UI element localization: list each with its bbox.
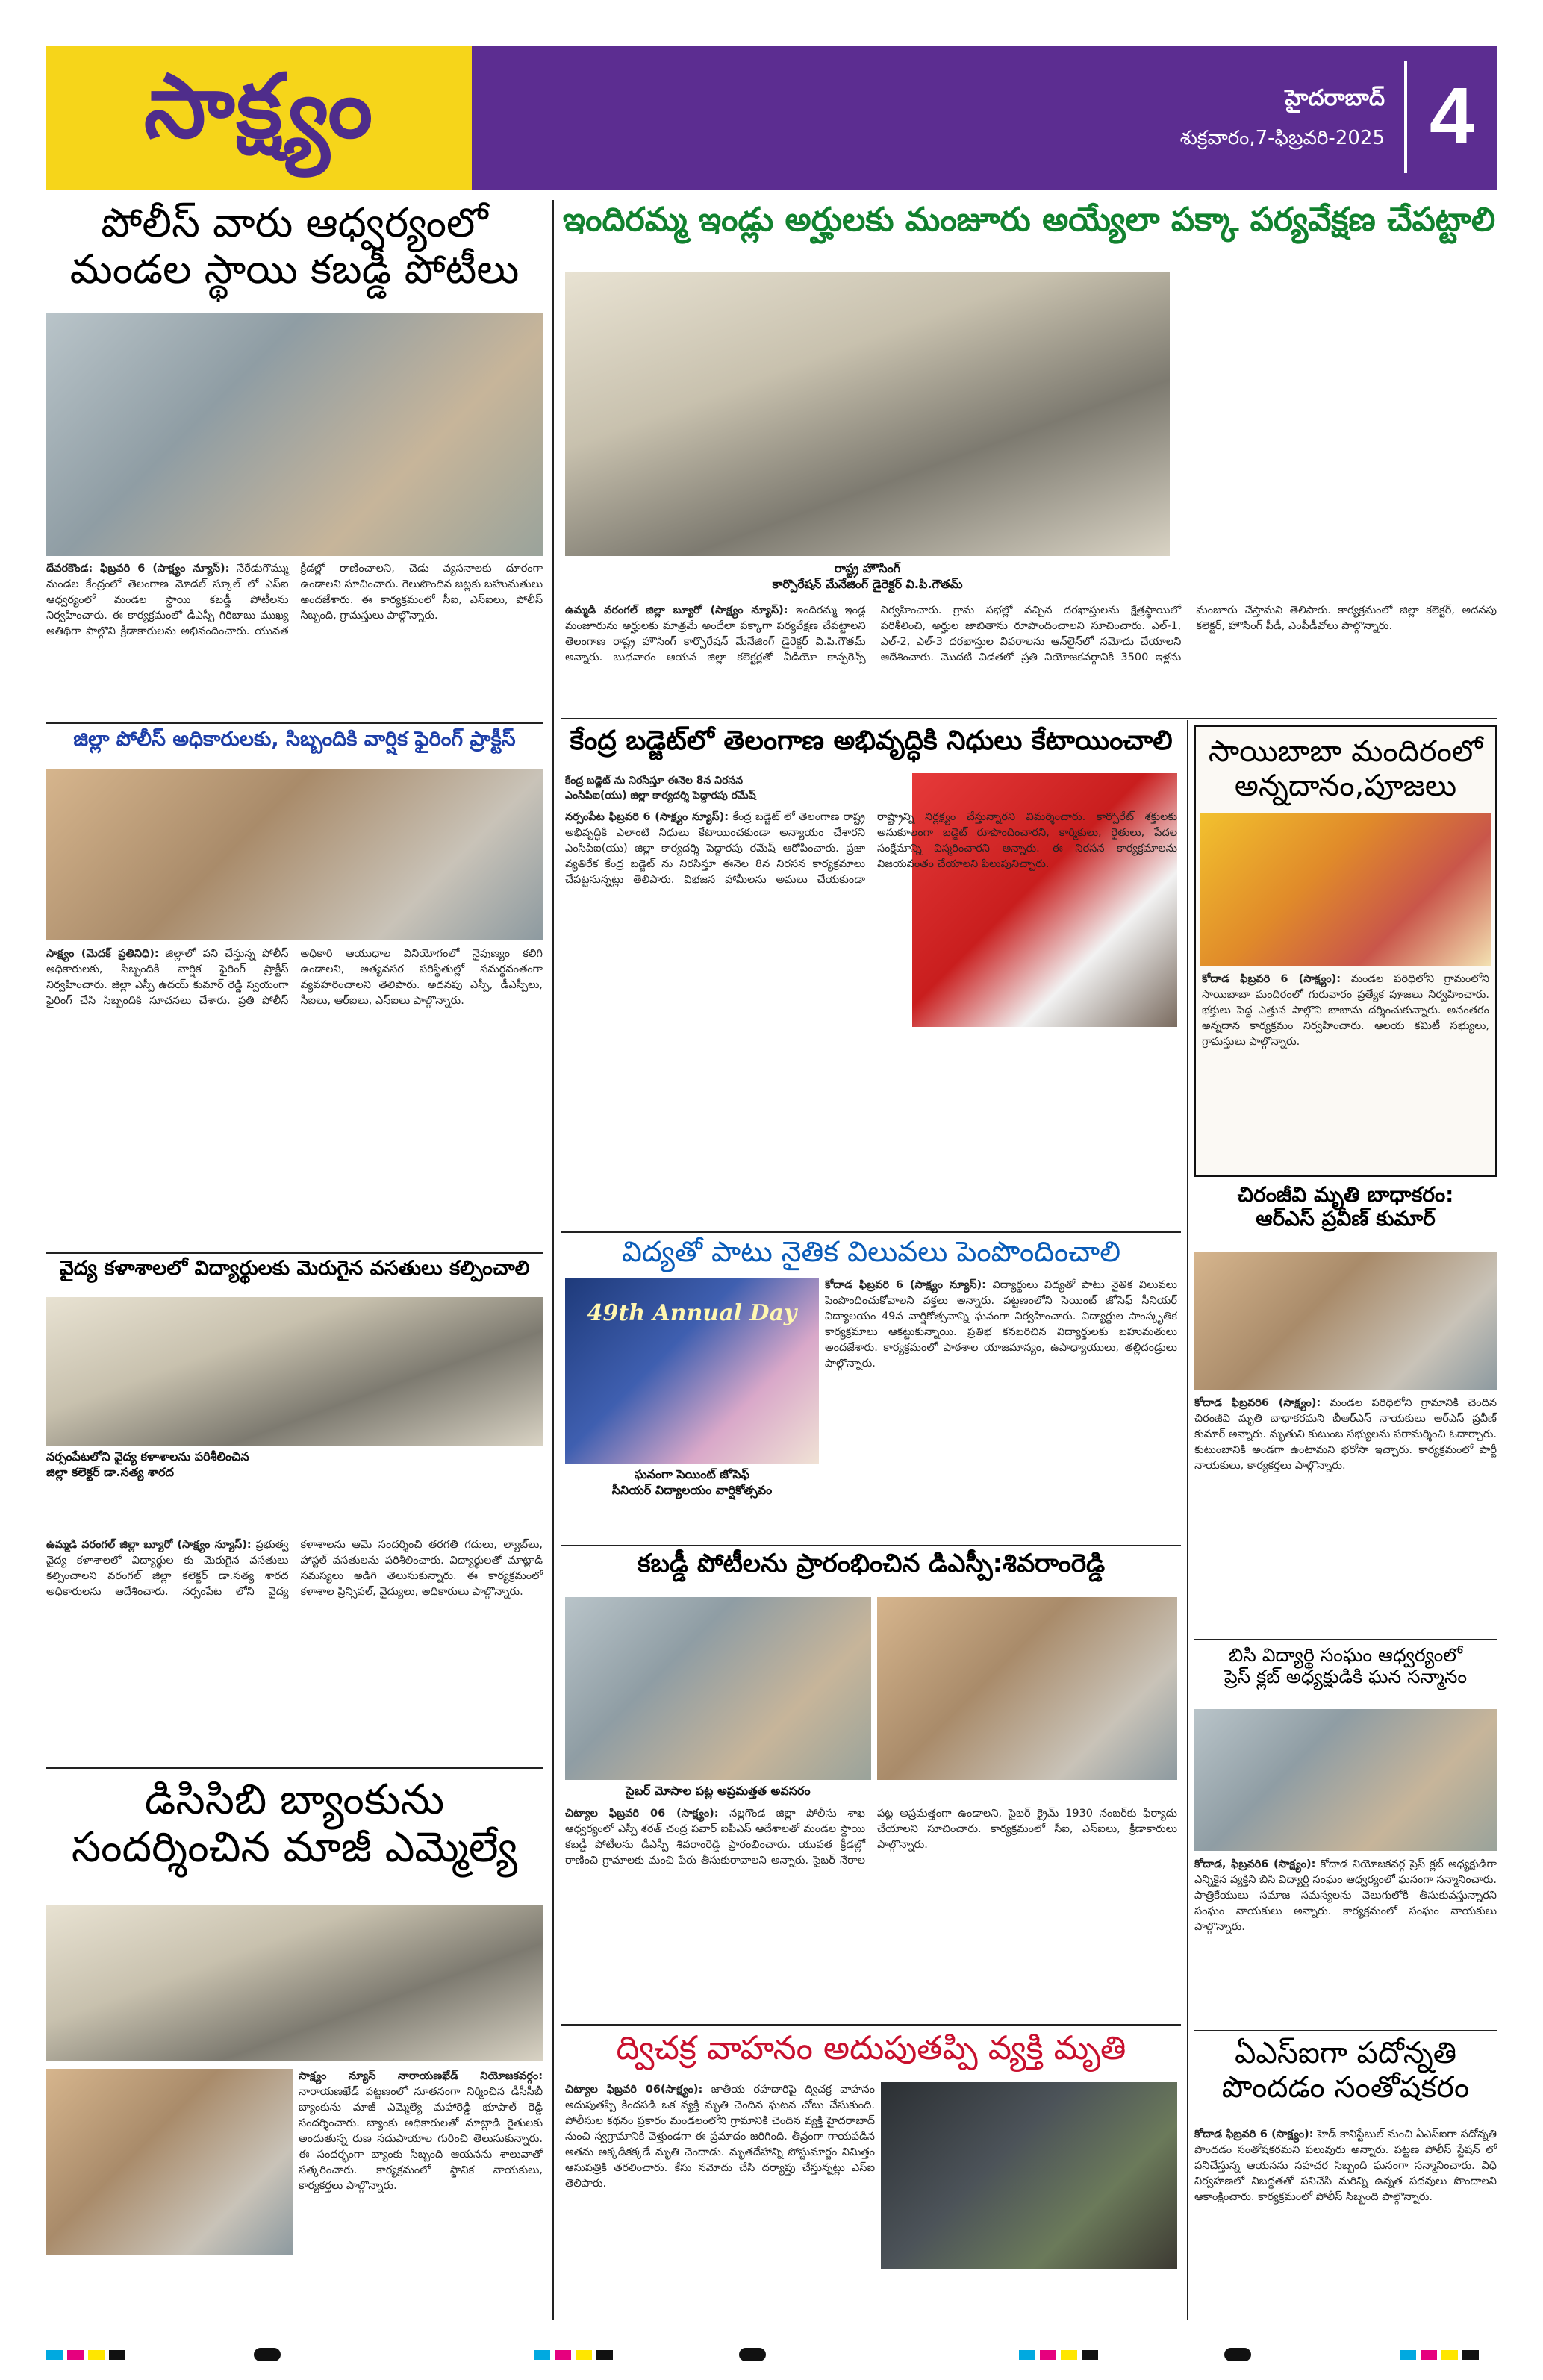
ethics-photo [565,1278,819,1464]
registration-dot [254,2348,281,2361]
divider [561,2024,1181,2026]
divider [561,1231,1181,1233]
caption-line: ఘనంగా సెయింట్ జోసెఫ్ [634,1467,750,1481]
headline-line: సాయిబాబా మందిరంలో [1208,734,1483,769]
article-body: జిల్లాలో పని చేస్తున్న పోలీస్ అధికారులకు, సిబ్బందికి వార్షిక ఫైరింగ్ ప్రాక్టీస్ నిర్వహించారు. జిల్లా ఎస్పీ ఉదయ్ కుమార్ రెడ్డి స్వయంగా ఫైరింగ్ చేసి సిబ్బందికి సూచనలు చేశారు. ప్రతి పోలీస్ అధికారి ఆయుధాల వినియోగంలో నైపుణ్యం కలిగి ఉండాలని, అత్యవసర పరిస్థితుల్లో సమర్థవంతంగా వ్యవహరించాలని తెలిపారు. అదనపు ఎస్పీ, డీఎస్పీలు, సీఐలు, ఆర్ఐలు, ఎస్ఐలు పాల్గొన్నారు. [46,948,543,1008]
chiranjeevi-headline [1194,1183,1497,1250]
dateline: చిట్యాల ఫిబ్రవరి 06 (సాక్ష్యం): [565,1808,719,1820]
registration-dot [739,2348,766,2361]
divider [46,1252,543,1254]
article-body: నల్లగొండ జిల్లా పోలీసు శాఖ ఆధ్వర్యంలో ఎస్పీ శరత్ చంద్ర పవార్ ఐపీఎస్ ఆదేశాలతో మండల స్థాయి కబడ్డీ పోటీలను డీఎస్పీ శివరాంరెడ్డి ప్రారంభించారు. యువత క్రీడల్లో రాణించి గ్రామాలకు మంచి పేరు తీసుకురావాలని అన్నారు. సైబర్ నేరాల పట్ల అప్రమత్తంగా ఉండాలని, సైబర్ క్రైమ్ 1930 నంబర్‌కు ఫిర్యాదు చేయాలని సూచించారు. కార్యక్రమంలో సీఐ, ఎస్ఐలు, క్రీడాకారులు పాల్గొన్నారు. [565,1808,1177,1867]
divider [561,1545,1181,1546]
page-number: 4 [1429,70,1474,160]
kabaddi-dsp-caption: సైబర్ మోసాల పట్ల అప్రమత్తత అవసరం [626,1784,811,1798]
dateline: సాక్ష్యం (మెదక్ ప్రతినిధి): [46,948,159,960]
dateline: ఉమ్మడి వరంగల్ జిల్లా బ్యూరో (సాక్ష్యం న్యూస్): [565,605,788,616]
divider [46,722,543,724]
saibaba-headline [1200,734,1491,803]
dccb-photo-bottom [46,2069,293,2255]
column-rule [552,200,554,2320]
kabaddi-dsp-photo-right [877,1597,1177,1780]
firing-practice-photo [46,769,543,940]
headline-line: సందర్శించిన మాజీ ఎమ్మెల్యే [71,1823,518,1873]
dccb-text [299,2069,543,2315]
indiramma-text [565,603,1497,715]
column-rule [1187,720,1188,2320]
caption-line: సీనియర్ విద్యాలయం వార్షికోత్సవం [611,1482,773,1497]
registration-marks-right [1019,2349,1168,2360]
headline-line: పోలీస్ వారు ఆధ్వర్యంలో [101,200,488,246]
budget-text [565,810,1177,1228]
firing-practice-headline: జిల్లా పోలీస్ అధికారులకు, సిబ్బందికి వార్షిక ఫైరింగ్ ప్రాక్టీస్ [73,728,516,751]
kabaddi-dsp-text [565,1806,1177,2019]
registration-dot [1224,2348,1251,2361]
dateline: నర్సంపేట ఫిబ్రవరి 6 (సాక్ష్యం న్యూస్): [565,811,729,823]
accident-headline: ద్విచక్ర వాహనం అదుపుతప్పి వ్యక్తి మృతి [616,2030,1126,2067]
dateline: ఉమ్మడి వరంగల్ జిల్లా బ్యూరో (సాక్ష్యం న్యూస్): [46,1539,252,1551]
budget-headline: కేంద్ర బడ్జెట్‌లో తెలంగాణ అభివృద్ధికి నిధులు కేటాయించాలి [570,725,1173,756]
promotion-headline [1194,2036,1497,2122]
article-body: హెడ్ కానిస్టేబుల్ నుంచి ఏఎస్ఐగా పదోన్నతి పొందడం సంతోషకరమని పలువురు అన్నారు. పట్టణ పోలీస్ స్టేషన్ లో పనిచేస్తున్న ఆయనను సహచర సిబ్బంది ఘనంగా సన్మానించారు. విధి నిర్వహణలో నిబద్ధతతో పనిచేసి మరిన్ని ఉన్నత పదవులు పొందాలని ఆకాంక్షించారు. కార్యక్రమంలో పోలీస్ సిబ్బంది పాల్గొన్నారు. [1194,2128,1497,2204]
indiramma-headline: ఇందిరమ్మ ఇండ్లు అర్హులకు మంజూరు అయ్యేలా పక్కా పర్యవేక్షణ చేపట్టాలి [562,202,1496,239]
divider [46,1767,543,1769]
dateline: దేవరకొండ: ఫిబ్రవరి 6 (సాక్ష్యం న్యూస్): [46,563,230,575]
dateline: కోదాడ ఫిబ్రవరి 6 (సాక్ష్యం న్యూస్): [825,1279,986,1291]
article-body: నారాయణఖేడ్ పట్టణంలో నూతనంగా నిర్మించిన డీసీసీబీ బ్యాంకును మాజీ ఎమ్మెల్యే మహారెడ్డి భూపాల్ రెడ్డి సందర్శించారు. బ్యాంకు అధికారులతో మాట్లాడి రైతులకు అందుతున్న రుణ సదుపాయాల గురించి తెలుసుకున్నారు. ఈ సందర్భంగా బ్యాంకు సిబ్బంది ఆయనను శాలువాతో సత్కరించారు. కార్యక్రమంలో స్థానిక నాయకులు, కార్యకర్తలు పాల్గొన్నారు. [299,2086,543,2193]
dateline: కోదాడ ఫిబ్రవరి 6 (సాక్ష్యం): [1202,973,1341,985]
dateline: చిట్యాల ఫిబ్రవరి 06(సాక్ష్యం): [565,2084,703,2096]
masthead-city: హైదరాబాద్ [1285,85,1385,111]
annual-day-banner: 49th Annual Day [587,1300,797,1326]
kabaddi-mandal-headline [46,200,543,312]
dateline: సాక్ష్యం న్యూస్ నారాయణఖేడ్ నియోజకవర్గం: [299,2070,543,2082]
masthead-divider [1404,61,1407,173]
headline-line: ఏఎస్ఐగా పదోన్నతి [1234,2036,1457,2070]
subhead: కేంద్ర బడ్జెట్ ను నిరసిస్తూ ఈనెల 8న నిరసన [565,775,744,787]
registration-marks-left [46,2349,196,2360]
chiranjeevi-photo [1194,1252,1497,1390]
saibaba-text [1202,972,1489,1171]
accident-text [565,2082,875,2320]
headline-line: బిసి విద్యార్థి సంఘం ఆధ్వర్యంలో [1228,1645,1463,1666]
divider [561,718,1497,719]
masthead-date: శుక్రవారం,7-ఫిబ్రవరి-2025 [1179,127,1385,149]
accident-photo [881,2082,1177,2269]
indiramma-caption [565,561,1170,599]
dateline: కోదాడ ఫిబ్రవరి6 (సాక్ష్యం): [1194,1397,1321,1409]
ethics-headline: విద్యతో పాటు నైతిక విలువలు పెంపొందించాలి [621,1236,1121,1268]
caption-line: రాష్ట్ర హౌసింగ్ [834,561,901,575]
ethics-caption [565,1467,819,1506]
press-club-photo [1194,1709,1497,1851]
article-body: నేరేడుగొమ్ము మండల కేంద్రంలో తెలంగాణ మోడల్ స్కూల్ లో ఎస్ఐ ఆధ్వర్యంలో మండల స్థాయి కబడ్డీ పోటీలను నిర్వహించారు. ఈ కార్యక్రమంలో డీఎస్పీ గిరిబాబు ముఖ్య అతిథిగా పాల్గొని క్రీడాకారులను అభినందించారు. యువత క్రీడల్లో రాణించాలని, చెడు వ్యసనాలకు దూరంగా ఉండాలని సూచించారు. గెలుపొందిన జట్లకు బహుమతులు అందజేశారు. ఈ కార్యక్రమంలో సీఐ, ఎస్ఐలు, పోలీస్ సిబ్బంది, గ్రామస్తులు పాల్గొన్నారు. [46,563,543,638]
article-body: ప్రభుత్వ వైద్య కళాశాలలో విద్యార్థుల కు మెరుగైన వసతులు కల్పించాలని వరంగల్ జిల్లా కలెక్టర్ డా.సత్య శారద అధికారులను ఆదేశించారు. నర్సంపేట లోని వైద్య కళాశాలను ఆమె సందర్శించి తరగతి గదులు, ల్యాబ్‌లు, హాస్టల్ వసతులను పరిశీలించారు. విద్యార్థులతో మాట్లాడి సమస్యలు అడిగి తెలుసుకున్నారు. ఈ కార్యక్రమంలో కళాశాల ప్రిన్సిపల్, వైద్యులు, అధికారులు పాల్గొన్నారు. [46,1539,543,1599]
press-club-text [1194,1857,1497,2027]
headline-line: ఆర్ఎస్ ప్రవీణ్ కుమార్ [1256,1206,1436,1231]
masthead-logo-text: సాక్ష్యం [143,54,375,157]
firing-practice-text [46,946,543,1249]
article-body: కోదాడ నియోజకవర్గ ప్రెస్ క్లబ్ అధ్యక్షుడిగా ఎన్నికైన వ్యక్తిని బిసి విద్యార్థి సంఘం ఆధ్వర్యంలో ఘనంగా సన్మానించారు. పాత్రికేయులు సమాజ సమస్యలను వెలుగులోకి తీసుకువస్తున్నారని సంఘం నాయకులు అన్నారు. కార్యక్రమంలో సంఘం నాయకులు పాల్గొన్నారు. [1194,1858,1497,1934]
chiranjeevi-text [1194,1396,1497,1634]
budget-subheads [565,773,908,806]
article-body: మండల పరిధిలోని గ్రామంలోని సాయిబాబా మందిరంలో గురువారం ప్రత్యేక పూజలు నిర్వహించారు. భక్తులు పెద్ద ఎత్తున పాల్గొని బాబాను దర్శించుకున్నారు. అనంతరం అన్నదాన కార్యక్రమం నిర్వహించారు. ఆలయ కమిటీ సభ్యులు, గ్రామస్తులు పాల్గొన్నారు. [1202,973,1489,1049]
divider [1194,1639,1497,1640]
headline-line: డిసిసిబి బ్యాంకును [144,1776,445,1824]
article-body: మండల పరిధిలోని గ్రామానికి చెందిన చిరంజీవి మృతి బాధాకరమని బీఆర్ఎస్ నాయకులు ఆర్ఎస్ ప్రవీణ్ కుమార్ అన్నారు. మృతుని కుటుంబ సభ్యులను పరామర్శించి ఓదార్చారు. కుటుంబానికి అండగా ఉంటామని భరోసా ఇచ్చారు. కార్యక్రమంలో పార్టీ నాయకులు, కార్యకర్తలు పాల్గొన్నారు. [1194,1397,1497,1472]
divider [1194,2030,1497,2031]
article-body: కేంద్ర బడ్జెట్ లో తెలంగాణ రాష్ట్ర అభివృద్ధికి ఎలాంటి నిధులు కేటాయించకుండా అన్యాయం చేశారని ఎంసిపిఐ(యు) జిల్లా కార్యదర్శి పెద్దారపు రమేష్ ఆరోపించారు. ప్రజా వ్యతిరేక కేంద్ర బడ్జెట్ ను నిరసిస్తూ ఈనెల 8న నిరసన కార్యక్రమాలు చేపట్టనున్నట్లు తెలిపారు. విభజన హామీలను అమలు చేయకుండా రాష్ట్రాన్ని నిర్లక్ష్యం చేస్తున్నారని విమర్శించారు. కార్పొరేట్ శక్తులకు అనుకూలంగా బడ్జెట్ రూపొందించారని, కార్మికులు, రైతులు, పేదల సంక్షేమాన్ని విస్మరించారని అన్నారు. ఈ నిరసన కార్యక్రమాలను విజయవంతం చేయాలని పిలుపునిచ్చారు. [565,811,1177,887]
headline-line: పొందడం సంతోషకరం [1221,2070,1470,2105]
kabaddi-dsp-photo-left [565,1597,871,1780]
headline-line: మండల స్థాయి కబడ్డీ పోటీలు [69,246,520,293]
masthead-band [472,46,1497,190]
medical-college-headline: వైద్య కళాశాలలో విద్యార్థులకు మెరుగైన వసతులు కల్పించాలి [59,1257,530,1280]
indiramma-photo [565,272,1170,556]
headline-line: అన్నదానం,పూజలు [1234,769,1457,803]
medical-college-text [46,1537,543,1761]
medical-college-caption: నర్సంపేటలోని వైద్య కళాశాలను పరిశీలించిన జిల్లా కలెక్టర్ డా.సత్య శారద [46,1449,249,1479]
registration-marks-far-right [1400,2349,1497,2360]
subhead: ఎంసిపిఐ(యు) జిల్లా కార్యదర్శి పెద్దారపు రమేష్ [565,790,756,802]
dateline: కోదాడ ఫిబ్రవరి 6 (సాక్ష్యం): [1194,2128,1314,2140]
saibaba-box [1194,725,1497,1177]
medical-college-photo [46,1297,543,1446]
masthead-logo [46,46,472,190]
article-body: జాతీయ రహదారిపై ద్విచక్ర వాహనం అదుపుతప్పి కిందపడి ఒక వ్యక్తి మృతి చెందిన ఘటన చోటు చేసుకుంది. పోలీసుల కథనం ప్రకారం మండలంలోని గ్రామానికి చెందిన వ్యక్తి హైదరాబాద్ నుంచి స్వగ్రామానికి వెళ్తుండగా ఈ ప్రమాదం జరిగింది. తీవ్రంగా గాయపడిన అతను అక్కడికక్కడే మృతి చెందాడు. మృతదేహాన్ని పోస్టుమార్టం నిమిత్తం ఆసుపత్రికి తరలించారు. కేసు నమోదు చేసి దర్యాప్తు చేస్తున్నట్లు ఎస్ఐ తెలిపారు. [565,2084,875,2190]
ethics-text [825,1278,1177,1515]
press-club-headline [1194,1645,1497,1705]
promotion-text [1194,2127,1497,2320]
article-body: విద్యార్థులు విద్యతో పాటు నైతిక విలువలు పెంపొందించుకోవాలని వక్తలు అన్నారు. పట్టణంలోని సెయింట్ జోసెఫ్ సీనియర్ విద్యాలయం 49వ వార్షికోత్సవాన్ని ఘనంగా నిర్వహించారు. విద్యార్థుల సాంస్కృతిక కార్యక్రమాలు ఆకట్టుకున్నాయి. ప్రతిభ కనబరిచిన విద్యార్థులకు బహుమతులు అందజేశారు. కార్యక్రమంలో పాఠశాల యాజమాన్యం, ఉపాధ్యాయులు, తల్లిదండ్రులు పాల్గొన్నారు. [825,1279,1177,1370]
registration-marks-center [534,2349,683,2360]
dccb-headline [46,1776,543,1896]
article-body: ఇందిరమ్మ ఇండ్ల మంజూరును అర్హులకు మాత్రమే అందేలా పక్కాగా పర్యవేక్షణ చేపట్టాలని తెలంగాణ రాష్ట్ర హౌసింగ్ కార్పొరేషన్ మేనేజింగ్ డైరెక్టర్ వి.పి.గౌతమ్ అన్నారు. బుధవారం ఆయన జిల్లా కలెక్టర్లతో వీడియో కాన్ఫరెన్స్ నిర్వహించారు. గ్రామ సభల్లో వచ్చిన దరఖాస్తులను క్షేత్రస్థాయిలో పరిశీలించి, అర్హుల జాబితాను రూపొందించాలని సూచించారు. ఎల్-1, ఎల్-2, ఎల్-3 దరఖాస్తుల వివరాలను ఆన్‌లైన్‌లో నమోదు చేయాలని ఆదేశించారు. మొదటి విడతలో ప్రతి నియోజకవర్గానికి 3500 ఇళ్లను మంజూరు చేస్తామని తెలిపారు. కార్యక్రమంలో జిల్లా కలెక్టర్, అదనపు కలెక్టర్, హౌసింగ్ పీడీ, ఎంపీడీవోలు పాల్గొన్నారు. [565,605,1497,664]
headline-line: ప్రెస్ క్లబ్ అధ్యక్షుడికి ఘన సన్మానం [1224,1665,1468,1687]
dateline: కోదాడ, ఫిబ్రవరి6 (సాక్ష్యం): [1194,1858,1316,1870]
headline-line: చిరంజీవి మృతి బాధాకరం: [1237,1183,1454,1207]
dccb-photo-top [46,1905,543,2061]
saibaba-photo [1200,813,1491,966]
caption-line: కార్పొరేషన్ మేనేజింగ్ డైరెక్టర్ వి.పి.గౌతమ్ [772,576,963,591]
kabaddi-mandal-text [46,561,543,722]
kabaddi-mandal-photo [46,313,543,556]
kabaddi-dsp-headline: కబడ్డీ పోటీలను ప్రారంభించిన డిఎస్పీ:శివరాంరెడ్డి [637,1549,1106,1578]
